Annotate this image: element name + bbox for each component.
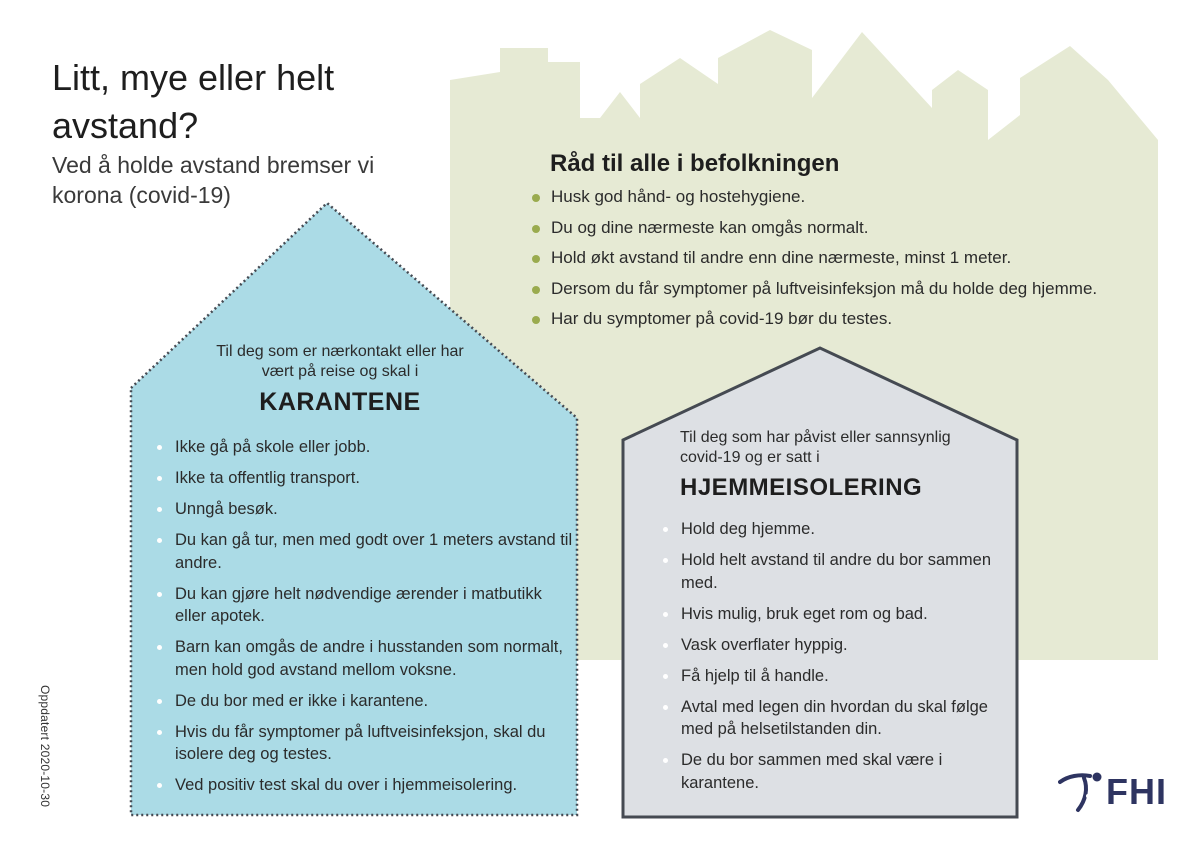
isolation-item: De du bor sammen med skal være i karantene. bbox=[662, 749, 1002, 794]
general-advice-heading: Råd til alle i befolkningen bbox=[550, 150, 840, 177]
isolation-intro: Til deg som har påvist eller sannsynlig covid-19 og er satt i bbox=[680, 429, 951, 466]
quarantine-item: Du kan gå tur, men med godt over 1 meters avstand til andre. bbox=[156, 529, 576, 574]
general-advice-item: Har du symptomer på covid-19 bør du testes. bbox=[532, 308, 1172, 330]
quarantine-item: Du kan gjøre helt nødvendige ærender i matbutikk eller apotek. bbox=[156, 583, 576, 628]
isolation-item: Vask overflater hyppig. bbox=[662, 634, 1002, 657]
quarantine-intro: Til deg som er nærkontakt eller har vært på reise og skal i bbox=[216, 343, 464, 380]
general-advice-item: Hold økt avstand til andre enn dine nærmeste, minst 1 meter. bbox=[532, 247, 1172, 269]
isolation-item: Avtal med legen din hvordan du skal følge med på helsetilstanden din. bbox=[662, 696, 1002, 741]
page-subtitle: Ved å holde avstand bremser vi korona (covid-19) bbox=[52, 152, 375, 208]
isolation-list bbox=[662, 518, 1002, 803]
isolation-item: Hold deg hjemme. bbox=[662, 518, 1002, 541]
fhi-figure-icon bbox=[1058, 770, 1104, 814]
quarantine-item: Unngå besøk. bbox=[156, 498, 576, 521]
general-advice-list bbox=[532, 186, 1172, 339]
quarantine-item: Hvis du får symptomer på luftveisinfeksjon, skal du isolere deg og testes. bbox=[156, 721, 576, 766]
isolation-heading: HJEMMEISOLERING bbox=[680, 474, 923, 501]
general-advice-item: Du og dine nærmeste kan omgås normalt. bbox=[532, 217, 1172, 239]
quarantine-item: Barn kan omgås de andre i husstanden som normalt, men hold god avstand mellom voksne. bbox=[156, 636, 576, 681]
isolation-item: Få hjelp til å handle. bbox=[662, 665, 1002, 688]
general-advice-item: Husk god hånd- og hostehygiene. bbox=[532, 186, 1172, 208]
isolation-item: Hvis mulig, bruk eget rom og bad. bbox=[662, 603, 1002, 626]
fhi-logo-text: FHI bbox=[1106, 771, 1167, 812]
quarantine-heading: KARANTENE bbox=[259, 388, 421, 416]
isolation-item: Hold helt avstand til andre du bor sammen med. bbox=[662, 549, 1002, 594]
general-advice-item: Dersom du får symptomer på luftveisinfeksjon må du holde deg hjemme. bbox=[532, 278, 1172, 300]
quarantine-item: De du bor med er ikke i karantene. bbox=[156, 690, 576, 713]
quarantine-item: Ved positiv test skal du over i hjemmeisolering. bbox=[156, 774, 576, 797]
quarantine-item: Ikke gå på skole eller jobb. bbox=[156, 436, 576, 459]
page-title: Litt, mye eller helt avstand? bbox=[52, 57, 335, 146]
updated-date: Oppdatert 2020-10-30 bbox=[38, 685, 52, 808]
quarantine-item: Ikke ta offentlig transport. bbox=[156, 467, 576, 490]
fhi-logo bbox=[1058, 770, 1168, 814]
quarantine-list bbox=[156, 436, 576, 805]
